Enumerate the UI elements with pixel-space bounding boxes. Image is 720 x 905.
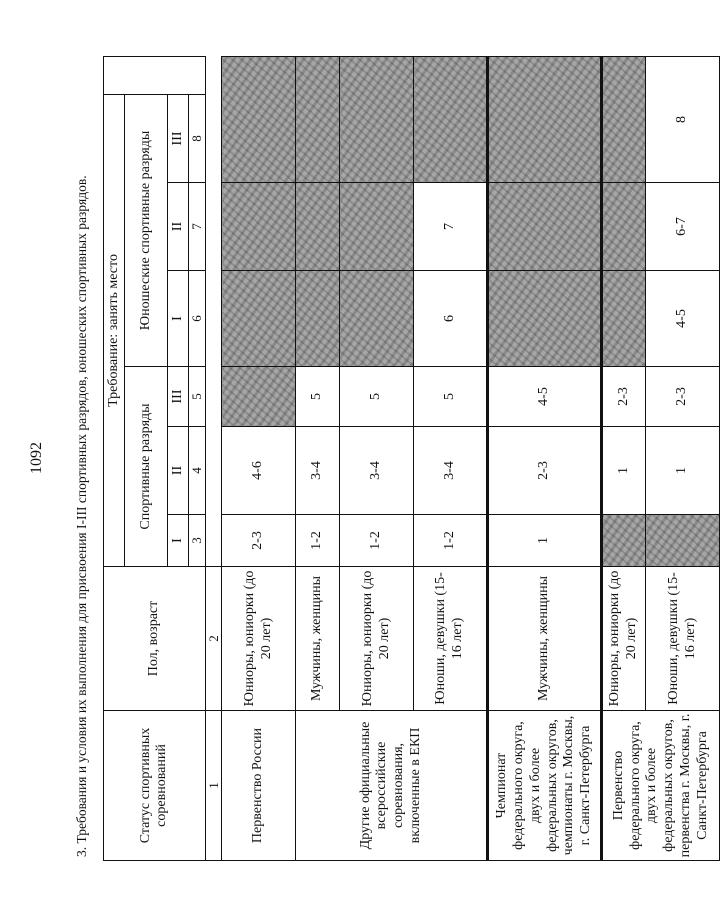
row-sex-age: Мужчины, женщины (488, 567, 602, 711)
cell-y1-shaded (602, 271, 646, 367)
header-youth-2: II (168, 183, 189, 271)
colnum-5: 5 (189, 367, 206, 427)
cell-r2: 3-4 (296, 427, 340, 515)
cell-r3: 2-3 (646, 367, 720, 427)
cell-r2: 1 (602, 427, 646, 515)
row-sex-age: Юниоры, юниорки (до 20 лет) (602, 567, 646, 711)
colnum-7: 7 (189, 183, 206, 271)
cell-y3: 8 (646, 56, 720, 182)
cell-r1: 1-2 (296, 515, 340, 567)
cell-y2-shaded (222, 183, 296, 271)
cell-y2-shaded (340, 183, 414, 271)
cell-r2: 3-4 (340, 427, 414, 515)
row-sex-age: Мужчины, женщины (296, 567, 340, 711)
section-caption: 3. Требования и условия их выполнения для присвоения I-III спортивных разрядов, юношеских спортивных разрядов. (74, 175, 89, 857)
colnum-3: 3 (189, 515, 206, 567)
cell-r2: 4-6 (222, 427, 296, 515)
cell-r1: 1-2 (340, 515, 414, 567)
cell-r3: 5 (414, 367, 488, 427)
cell-y2-shaded (488, 183, 602, 271)
cell-y3-shaded (222, 56, 296, 182)
header-youth-3: III (168, 94, 189, 182)
header-rank-1: I (168, 515, 189, 567)
header-sex-age: Пол, возраст (104, 567, 206, 711)
cell-r1: 1-2 (414, 515, 488, 567)
cell-r3: 5 (340, 367, 414, 427)
row-sex-age: Юниоры, юниорки (до 20 лет) (222, 567, 296, 711)
row-status: Чемпионат федерального округа, двух и более федеральных округов, чемпионаты г. Москвы, г. Санкт-Петербурга (488, 711, 602, 861)
cell-r2: 1 (646, 427, 720, 515)
colnum-6: 6 (189, 271, 206, 367)
cell-y1: 4-5 (646, 271, 720, 367)
header-rank-2: II (168, 427, 189, 515)
cell-y2: 6-7 (646, 183, 720, 271)
cell-r3-shaded (222, 367, 296, 427)
row-sex-age: Юниоры, юниорки (до 20 лет) (340, 567, 414, 711)
cell-y3-shaded (296, 56, 340, 182)
cell-r1: 2-3 (222, 515, 296, 567)
header-youth-1: I (168, 271, 189, 367)
header-requirement: Требование: занять место (104, 94, 125, 566)
row-status: Первенство России (222, 711, 296, 861)
cell-y1-shaded (340, 271, 414, 367)
header-sport-ranks: Спортивные разряды (125, 367, 168, 567)
cell-y3-shaded (340, 56, 414, 182)
cell-y1-shaded (488, 271, 602, 367)
colnum-1: 1 (205, 711, 222, 861)
cell-r3: 5 (296, 367, 340, 427)
cell-y2-shaded (296, 183, 340, 271)
cell-r1: 1 (488, 515, 602, 567)
colnum-4: 4 (189, 427, 206, 515)
row-sex-age: Юноши, девушки (15-16 лет) (646, 567, 720, 711)
cell-r1-shaded (646, 515, 720, 567)
cell-y2: 7 (414, 183, 488, 271)
cell-y1-shaded (222, 271, 296, 367)
cell-y3-shaded (414, 56, 488, 182)
page-number: 1092 (28, 442, 45, 474)
header-spacer (104, 56, 206, 94)
cell-r3: 2-3 (602, 367, 646, 427)
row-status: Первенство федерального округа, двух и более федеральных округов, первенства г. Москвы, г. Санкт-Петербурга (602, 711, 720, 861)
cell-r2: 3-4 (414, 427, 488, 515)
cell-y1-shaded (296, 271, 340, 367)
requirements-table (103, 56, 720, 861)
header-status: Статус спортивных соревнований (104, 711, 206, 861)
colnum-2: 2 (205, 567, 222, 711)
cell-r2: 2-3 (488, 427, 602, 515)
cell-y3-shaded (602, 56, 646, 182)
colnum-8: 8 (189, 94, 206, 182)
header-youth-ranks: Юношеские спортивные разряды (125, 94, 168, 366)
row-status: Другие официальные всероссийские соревнования, включенные в ЕКП (296, 711, 488, 861)
cell-y2-shaded (602, 183, 646, 271)
cell-y1: 6 (414, 271, 488, 367)
header-rank-3: III (168, 367, 189, 427)
cell-r1-shaded (602, 515, 646, 567)
cell-y3-shaded (488, 56, 602, 182)
cell-r3: 4-5 (488, 367, 602, 427)
row-sex-age: Юноши, девушки (15-16 лет) (414, 567, 488, 711)
